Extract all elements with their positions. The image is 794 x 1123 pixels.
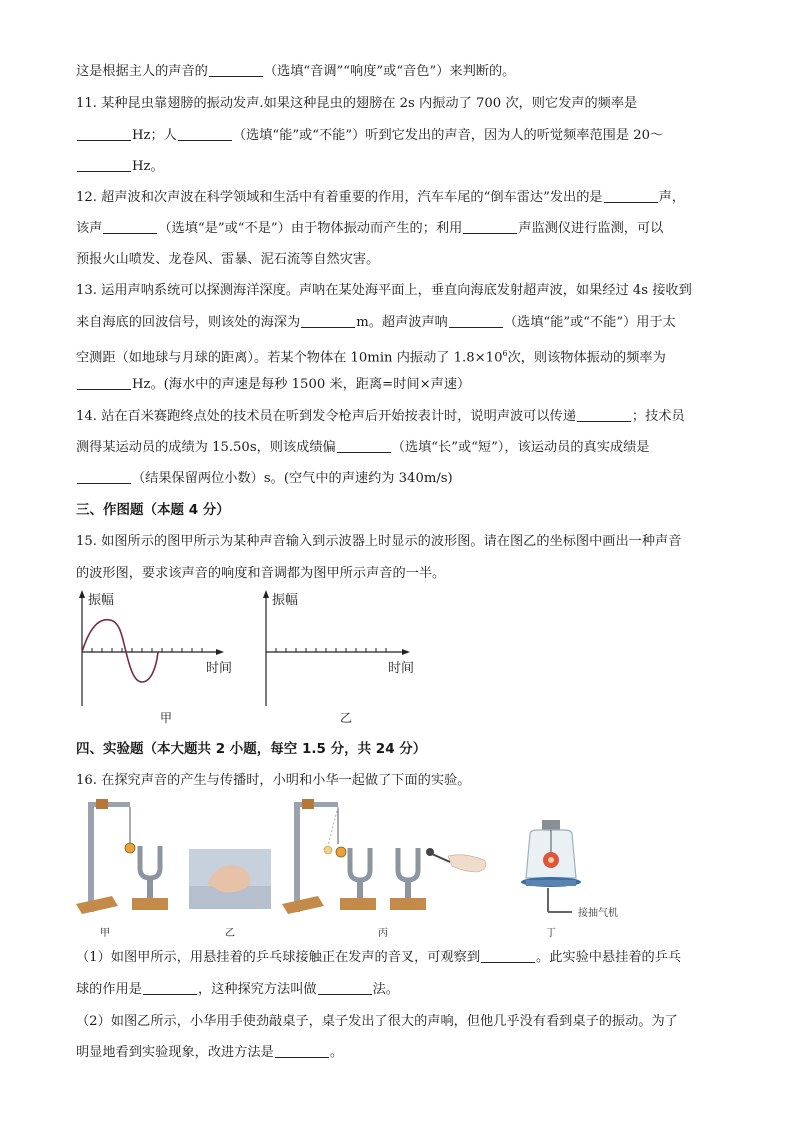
- text: 声，: [658, 190, 685, 205]
- q16-2-line-1: [76, 1012, 678, 1032]
- q13-line-1: [76, 281, 692, 301]
- text: 12. 超声波和次声波在科学领域和生活中有着重要的作用，汽车车尾的“倒车雷达”发出的是: [76, 190, 603, 205]
- apparatus-jia: [76, 799, 168, 914]
- text: （1）如图甲所示，用悬挂着的乒乓球接触正在发声的音叉，可观察到: [76, 950, 481, 965]
- answer-blank[interactable]: [577, 407, 631, 422]
- answer-blank[interactable]: [77, 157, 131, 172]
- superscript: 6: [502, 349, 508, 358]
- graph-jia: [79, 590, 232, 725]
- answer-blank[interactable]: [143, 980, 197, 995]
- text: 。此实验中悬挂着的乒乓: [536, 950, 682, 965]
- text: 测得某运动员的成绩为 15.50s，则该成绩偏: [76, 440, 336, 455]
- text: 11. 某种昆虫靠翅膀的振动发声.如果这种昆虫的翅膀在 2s 内振动了 700 次，则它发声的频率是: [76, 96, 638, 111]
- text: 。: [329, 1045, 343, 1060]
- apparatus-bing: [282, 799, 486, 914]
- q11-line-1: [76, 94, 637, 114]
- q16-2-line-2: [76, 1043, 343, 1063]
- text: 预报火山喷发、龙卷风、雷暴、泥石流等自然灾害。: [76, 252, 380, 267]
- graph-yi: [263, 590, 414, 725]
- q12-line-3: [76, 250, 379, 270]
- answer-blank[interactable]: [77, 126, 131, 141]
- y-arrow-icon: [263, 590, 269, 598]
- section-4-heading: 四、实验题（本大题共 2 小题，每空 1.5 分，共 24 分）: [76, 741, 427, 757]
- caption-jia: 甲: [100, 928, 110, 939]
- caption-jia: 甲: [160, 711, 173, 725]
- y-axis-label: 振幅: [272, 593, 299, 608]
- text: （选填“是”或“不是”）由于物体振动而产生的；利用: [158, 221, 463, 236]
- text: （结果保留两位小数）s。(空气中的声速约为 340m/s): [132, 471, 453, 486]
- q14-line-1: [76, 407, 685, 427]
- text: 这是根据主人的声音的: [76, 64, 208, 79]
- pingpong-ball-icon: [336, 847, 346, 857]
- answer-blank[interactable]: [481, 948, 535, 963]
- x-arrow-icon: [216, 649, 224, 655]
- answer-blank[interactable]: [301, 313, 355, 328]
- text: 次，则该物体振动的频率为: [507, 350, 666, 366]
- text: 该声: [76, 221, 103, 236]
- answer-blank[interactable]: [77, 375, 131, 390]
- q16-1-line-1: [76, 948, 681, 968]
- hand-icon: [448, 855, 486, 872]
- text: 13. 运用声呐系统可以探测海洋深度。声呐在某处海平面上，垂直向海底发射超声波，如果经过 4s 接收到: [76, 283, 692, 298]
- q13-line-2: [76, 313, 676, 333]
- text: 空测距（如地球与月球的距离）。若某个物体在 10min 内振动了 1.8×10: [76, 350, 503, 366]
- text: ，这种探究方法叫做: [197, 982, 317, 997]
- text: 法。: [372, 982, 399, 997]
- q11-line-2: [76, 126, 663, 146]
- q15-line-1: [76, 532, 681, 552]
- answer-blank[interactable]: [604, 188, 658, 203]
- answer-blank[interactable]: [463, 219, 517, 234]
- answer-blank[interactable]: [275, 1043, 329, 1058]
- text: （2）如图乙所示，小华用手使劲敲桌子，桌子发出了很大的声响，但他几乎没有看到桌子的振动。为了: [76, 1014, 678, 1029]
- q11-line-3: [76, 157, 164, 177]
- text: （选填“音调”“响度”或“音色”）来判断的。: [263, 64, 516, 79]
- text: （选填“能”或“不能”）用于太: [503, 315, 676, 330]
- caption-yi: 乙: [340, 711, 353, 725]
- apparatus-yi: [189, 849, 271, 909]
- text: ；技术员: [631, 409, 685, 424]
- text: Hz；人: [132, 128, 177, 143]
- text: 16. 在探究声音的产生与传播时，小明和小华一起做了下面的实验。: [76, 773, 471, 788]
- answer-blank[interactable]: [449, 313, 503, 328]
- waveform-graphs: [70, 588, 430, 728]
- q16-line: [76, 771, 470, 791]
- y-axis-label: 振幅: [88, 593, 115, 608]
- answer-blank[interactable]: [209, 62, 263, 77]
- q14-line-3: [76, 469, 453, 489]
- text: 来自海底的回波信号，则该处的海深为: [76, 315, 301, 330]
- text: 15. 如图所示的图甲所示为某种声音输入到示波器上时显示的波形图。请在图乙的坐标图中画出一种声音: [76, 534, 682, 549]
- caption-ding: 丁: [546, 928, 556, 939]
- answer-blank[interactable]: [77, 469, 131, 484]
- q12-line-2: [76, 219, 663, 239]
- caption-bing: 丙: [378, 928, 388, 939]
- x-arrow-icon: [402, 649, 410, 655]
- q13-line-4: [76, 375, 470, 395]
- apparatus-ding: [521, 820, 618, 919]
- sine-wave: [82, 620, 158, 682]
- section-3-heading: 三、作图题（本题 4 分）: [76, 502, 230, 518]
- text: 14. 站在百米赛跑终点处的技术员在听到发令枪声后开始按表计时，说明声波可以传递: [76, 409, 576, 424]
- q16-1-line-2: [76, 980, 399, 1000]
- answer-blank[interactable]: [178, 126, 232, 141]
- pump-label: 接抽气机: [578, 908, 618, 919]
- text: 球的作用是: [76, 982, 142, 997]
- x-axis-label: 时间: [206, 661, 233, 676]
- answer-blank[interactable]: [103, 219, 157, 234]
- text: （选填“能”或“不能”）听到它发出的声音，因为人的听觉频率范围是 20～: [232, 128, 664, 143]
- text: 的波形图，要求该声音的响度和音调都为图甲所示声音的一半。: [76, 566, 446, 581]
- text: 声监测仪进行监测，可以: [518, 221, 664, 236]
- y-arrow-icon: [79, 590, 85, 598]
- text: Hz。(海水中的声速是每秒 1500 米，距离=时间×声速）: [132, 377, 471, 392]
- experiment-apparatus: [72, 796, 652, 942]
- text: Hz。: [132, 159, 164, 174]
- caption-yi: 乙: [225, 928, 235, 939]
- q13-line-3: [76, 344, 666, 368]
- q14-line-2: [76, 438, 649, 458]
- q10-tail-line: [76, 62, 515, 82]
- q15-line-2: [76, 564, 445, 584]
- answer-blank[interactable]: [318, 980, 372, 995]
- text: （选填“长”或“短”），该运动员的真实成绩是: [391, 440, 650, 455]
- x-axis-label: 时间: [388, 661, 415, 676]
- q12-line-1: [76, 188, 685, 208]
- pingpong-ball-icon: [125, 843, 135, 853]
- answer-blank[interactable]: [337, 438, 391, 453]
- text: 明显地看到实验现象，改进方法是: [76, 1045, 274, 1060]
- text: m。超声波声呐: [356, 315, 448, 330]
